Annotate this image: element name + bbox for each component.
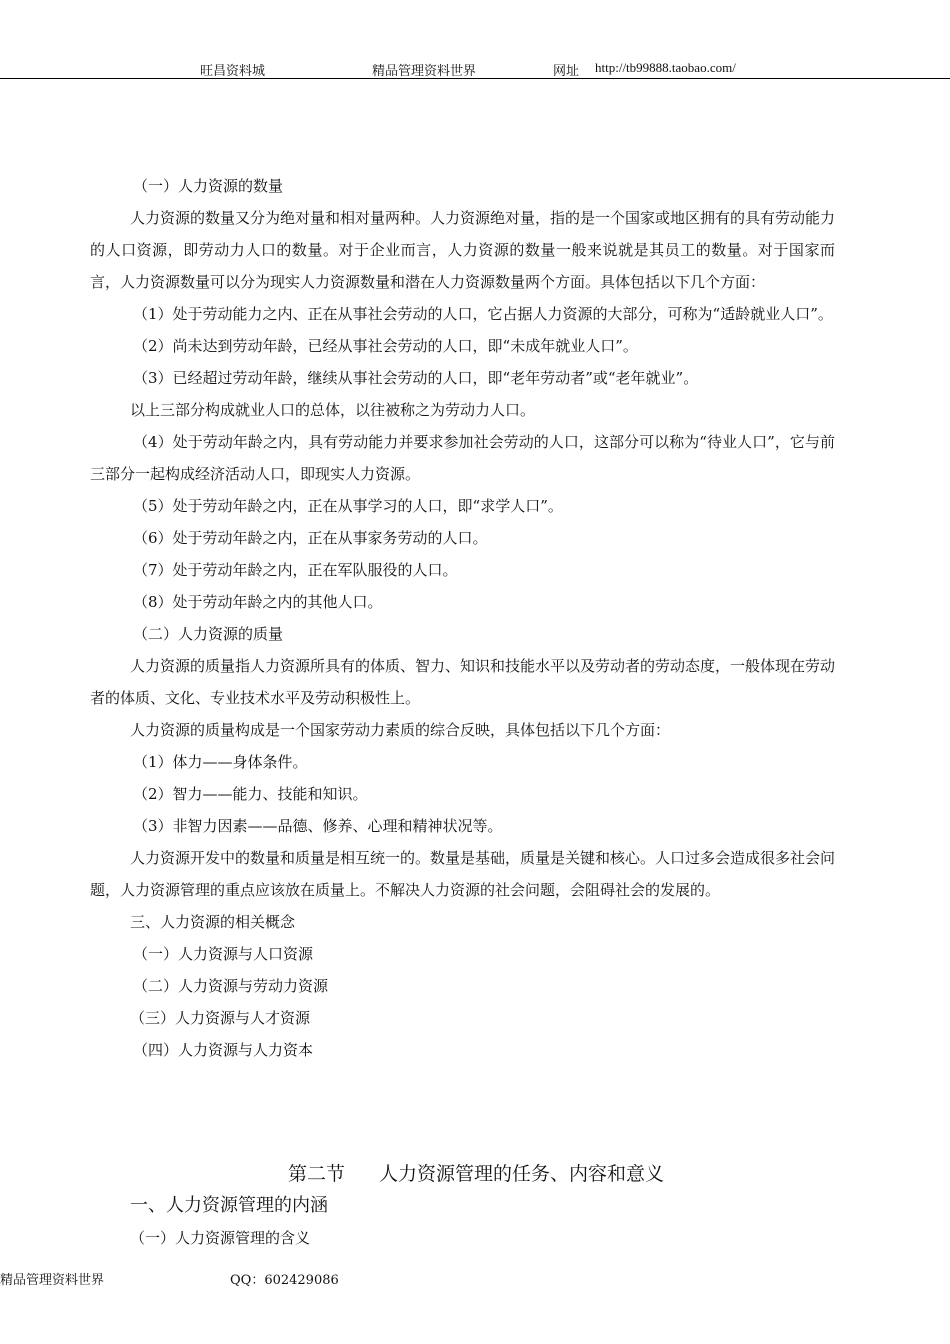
paragraph: 人力资源的质量指人力资源所具有的体质、智力、知识和技能水平以及劳动者的劳动态度，一般体现在劳动者的体质、文化、专业技术水平及劳动积极性上。 (90, 657, 836, 707)
paragraph: （2）智力——能力、技能和知识。 (133, 785, 368, 803)
section-number: 第二节 (288, 1163, 346, 1185)
footer-site-name: 精品管理资料世界 (0, 1273, 105, 1288)
paragraph: （6）处于劳动年龄之内，正在从事家务劳动的人口。 (133, 529, 488, 547)
header-url-link[interactable]: http://tb99888.taobao.com/ (595, 60, 736, 75)
document-body (90, 170, 835, 1066)
paragraph: （二）人力资源的质量 (133, 625, 284, 643)
page-footer (0, 1266, 950, 1290)
paragraph: （二）人力资源与劳动力资源 (133, 977, 329, 995)
header-site-name: 精品管理资料世界 (372, 64, 477, 79)
page-header (0, 0, 950, 79)
footer-qq: QQ：602429086 (230, 1273, 339, 1288)
section-title-text: 人力资源管理的任务、内容和意义 (379, 1163, 665, 1185)
paragraph: 人力资源的质量构成是一个国家劳动力素质的综合反映，具体包括以下几个方面： (130, 721, 671, 739)
paragraph: （四）人力资源与人力资本 (133, 1041, 314, 1059)
paragraph: （1）体力——身体条件。 (133, 753, 308, 771)
paragraph: 三、人力资源的相关概念 (130, 913, 296, 931)
paragraph: （3）非智力因素——品德、修养、心理和精神状况等。 (133, 817, 503, 835)
paragraph: （3）已经超过劳动年龄，继续从事社会劳动的人口，即“老年劳动者”或“老年就业”。 (133, 369, 699, 387)
section-title (288, 1158, 664, 1190)
paragraph: （一）人力资源与人口资源 (133, 945, 314, 963)
paragraph: （4）处于劳动年龄之内，具有劳动能力并要求参加社会劳动的人口，这部分可以称为“待业人口”，它与前三部分一起构成经济活动人口，即现实人力资源。 (90, 433, 835, 483)
paragraph: 以上三部分构成就业人口的总体，以往被称之为劳动力人口。 (130, 401, 536, 419)
paragraph: （5）处于劳动年龄之内，正在从事学习的人口，即“求学人口”。 (133, 497, 563, 515)
paragraph: （2）尚未达到劳动年龄，已经从事社会劳动的人口，即“未成年就业人口”。 (133, 337, 638, 355)
paragraph: （8）处于劳动年龄之内的其他人口。 (133, 593, 383, 611)
paragraph: （1）处于劳动能力之内、正在从事社会劳动的人口，它占据人力资源的大部分，可称为“适龄就业人口”。 (133, 305, 833, 323)
paragraph: （7）处于劳动年龄之内，正在军队服役的人口。 (133, 561, 458, 579)
paragraph: 人力资源的数量又分为绝对量和相对量两种。人力资源绝对量，指的是一个国家或地区拥有的具有劳动能力的人口资源，即劳动力人口的数量。对于企业而言，人力资源的数量一般来说就是其员工的数量。对于国家而言，人力资源数量可以分为现实人力资源数量和潜在人力资源数量两个方面。具体包括以下几个方面： (90, 209, 836, 291)
chapter-heading: 一、人力资源管理的内涵 (130, 1195, 328, 1216)
paragraph: （一）人力资源的数量 (133, 177, 284, 195)
paragraph: （三）人力资源与人才资源 (130, 1009, 311, 1027)
subsection-heading: （一）人力资源管理的含义 (130, 1229, 311, 1247)
header-url-label: 网址 (553, 64, 580, 79)
paragraph: 人力资源开发中的数量和质量是相互统一的。数量是基础，质量是关键和核心。人口过多会造成很多社会问题，人力资源管理的重点应该放在质量上。不解决人力资源的社会问题，会阻碍社会的发展的。 (90, 849, 836, 899)
header-shop-name: 旺昌资料城 (200, 64, 266, 79)
